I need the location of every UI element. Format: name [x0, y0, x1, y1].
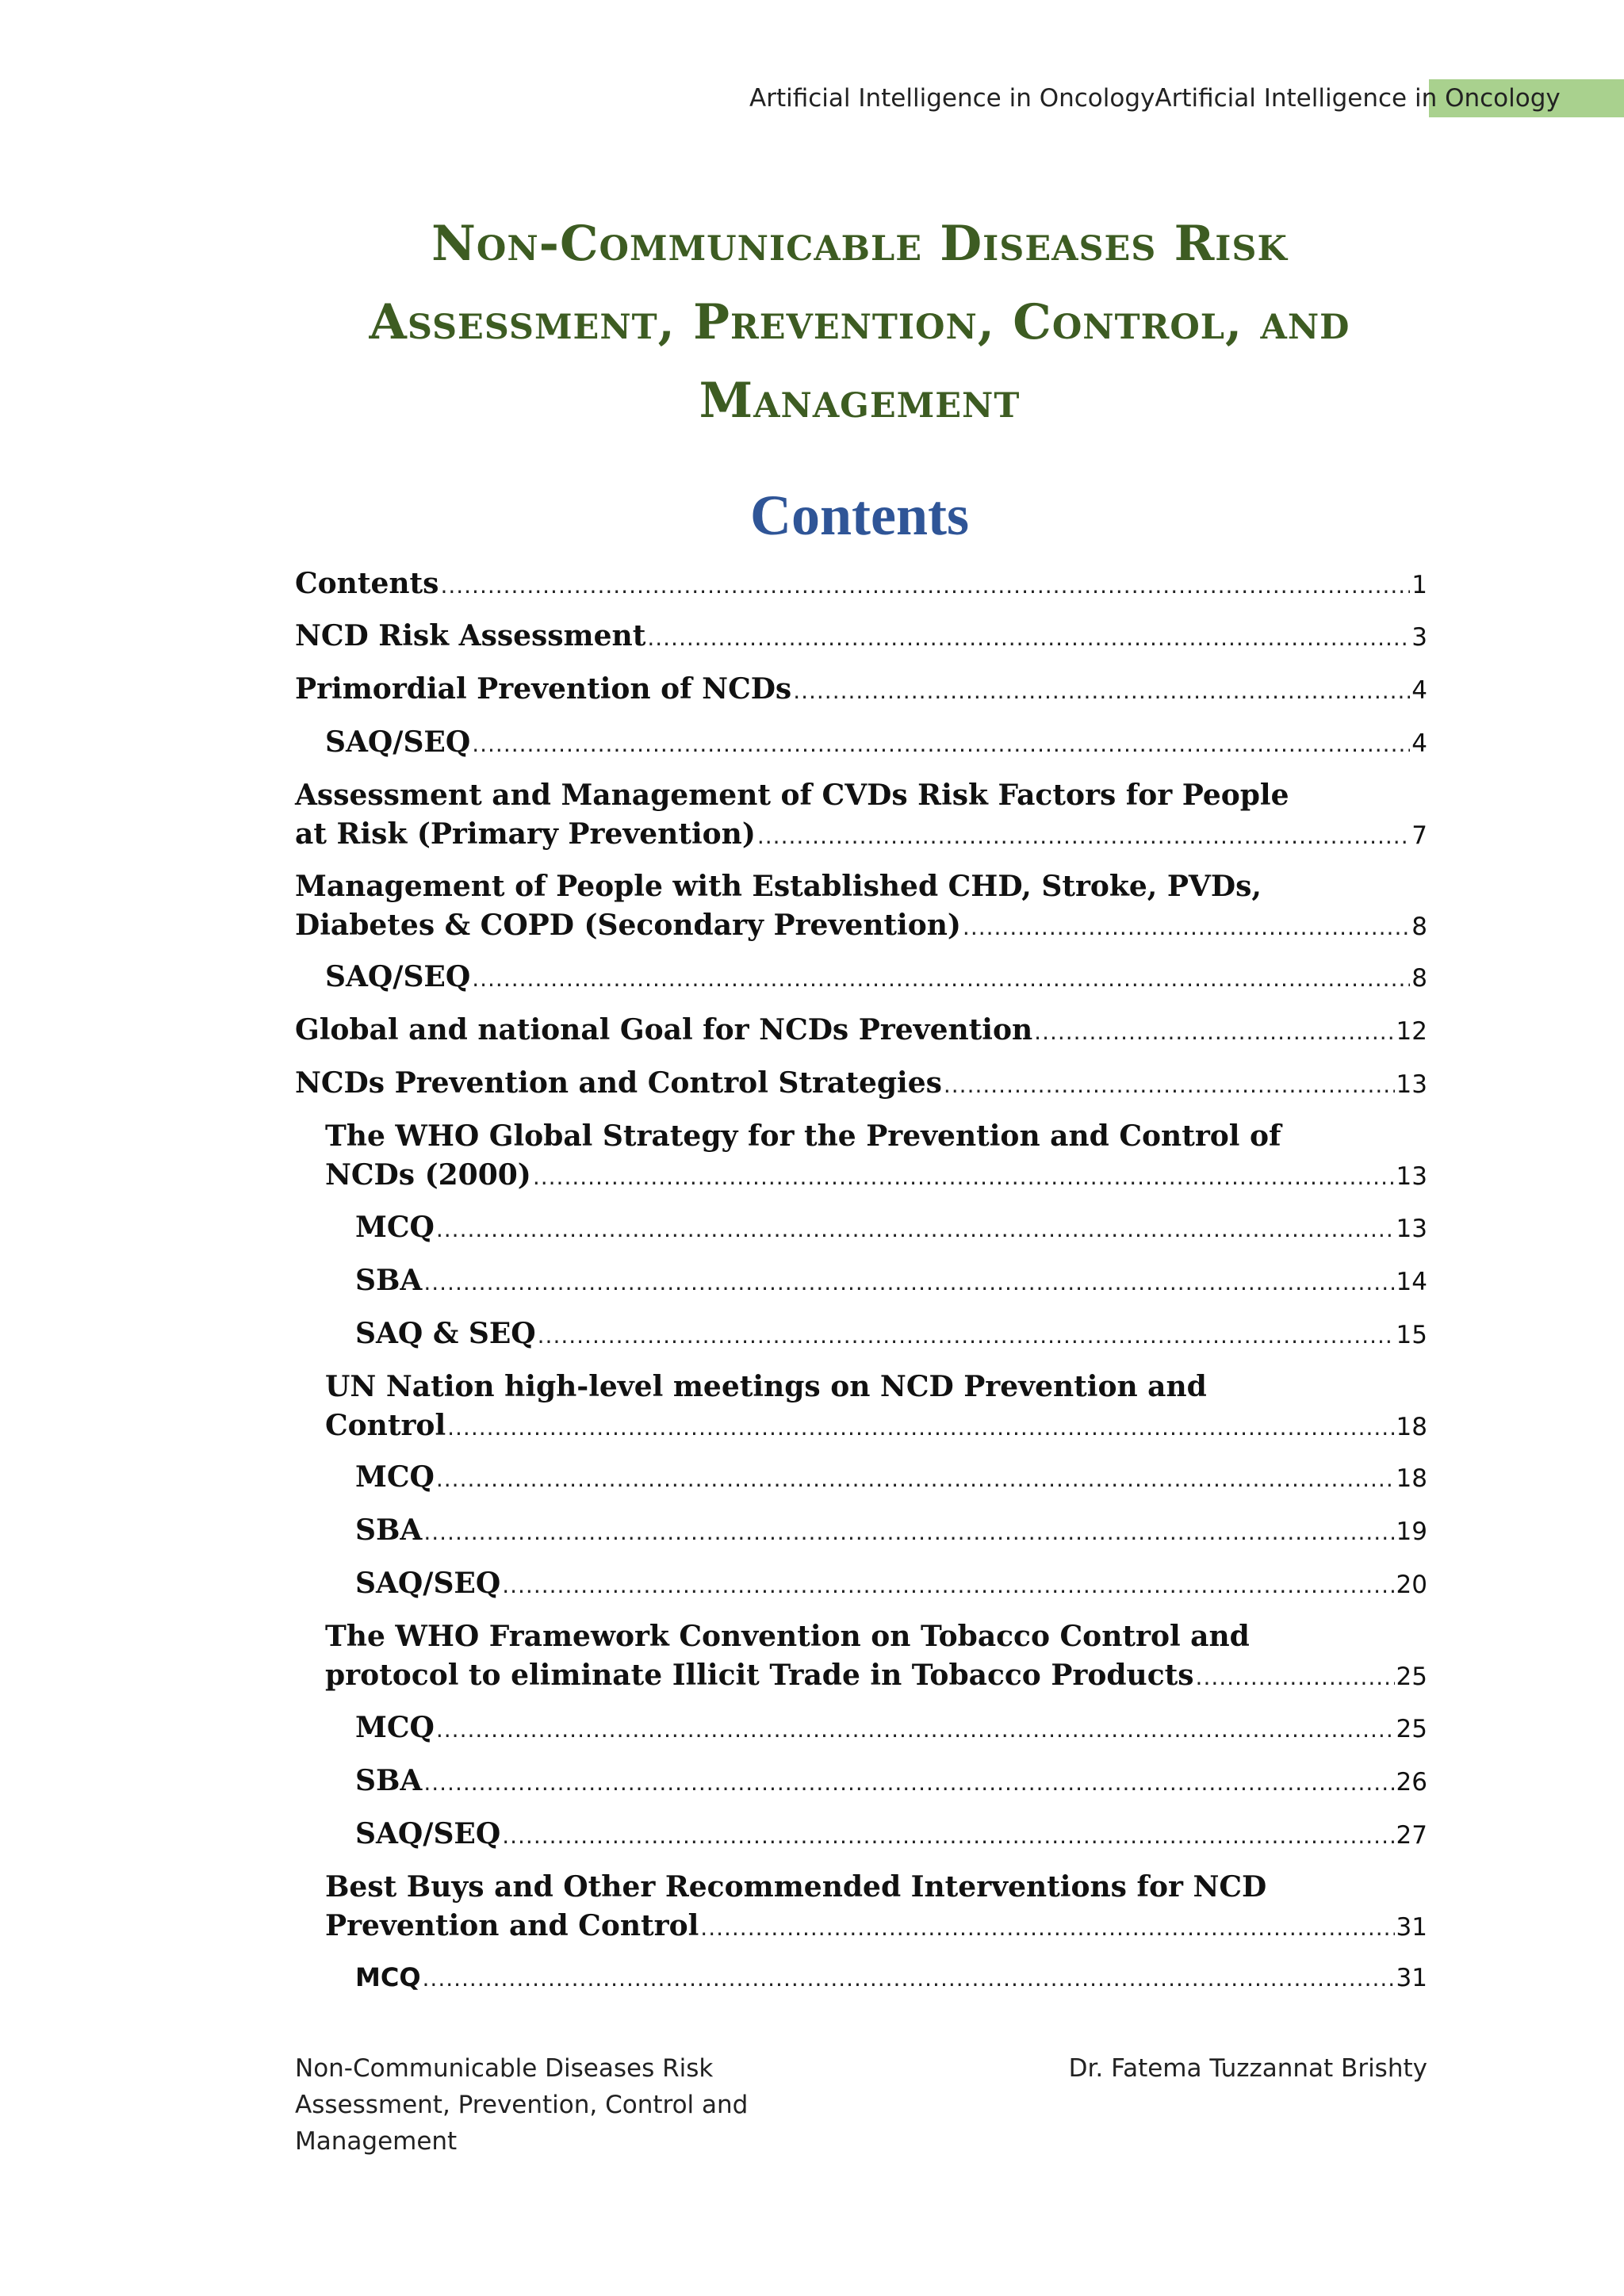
toc-entry-label-line: Assessment and Management of CVDs Risk Factors for People: [295, 779, 1289, 812]
toc-page-number: 8: [1411, 964, 1427, 993]
toc-entry-label: SAQ/SEQ: [355, 1817, 501, 1850]
toc-page-number: 4: [1411, 729, 1427, 758]
toc-entry-label: SAQ/SEQ: [325, 725, 471, 759]
toc-entry-label-line: The WHO Global Strategy for the Prevention and Control of: [325, 1119, 1281, 1153]
toc-page-number: 15: [1396, 1321, 1427, 1349]
toc-entry[interactable]: [325, 1368, 1427, 1447]
toc-dot-leader: [963, 908, 1410, 947]
toc-page-number: 19: [1396, 1517, 1427, 1546]
toc-entry-label: Control: [325, 1409, 446, 1442]
toc-entry[interactable]: [355, 1564, 1427, 1605]
footer-author: Dr. Fatema Tuzzannat Brishty: [1068, 2054, 1427, 2083]
toc-entry-label: MCQ: [355, 1460, 435, 1494]
toc-entry-label: SBA: [355, 1513, 423, 1547]
toc-dot-leader: [472, 725, 1410, 763]
toc-page-number: 26: [1396, 1768, 1427, 1797]
toc-page-number: 14: [1396, 1268, 1427, 1296]
toc-entry[interactable]: [325, 1868, 1427, 1947]
toc-page-number: 20: [1396, 1571, 1427, 1599]
toc-entry-label: at Risk (Primary Prevention): [295, 817, 756, 851]
toc-page-number: 7: [1411, 821, 1427, 850]
toc-dot-leader: [423, 1263, 1394, 1302]
toc-entry[interactable]: [355, 1314, 1427, 1355]
toc-entry-label: SAQ/SEQ: [325, 960, 471, 993]
toc-entry[interactable]: [295, 1064, 1427, 1104]
toc-entry-label: NCDs Prevention and Control Strategies: [295, 1066, 942, 1100]
toc-entry-label: Contents: [295, 567, 439, 600]
toc-entry-label: Global and national Goal for NCDs Prevention: [295, 1013, 1033, 1047]
toc-entry[interactable]: [355, 1762, 1427, 1802]
toc-dot-leader: [757, 817, 1410, 855]
contents-heading: Contents: [749, 484, 969, 547]
toc-page-number: 31: [1396, 1913, 1427, 1942]
toc-entry[interactable]: [355, 1261, 1427, 1302]
toc-dot-leader: [533, 1158, 1395, 1196]
toc-entry-label: SBA: [355, 1764, 423, 1797]
toc-entry[interactable]: [325, 958, 1427, 998]
toc-page-number: 18: [1396, 1464, 1427, 1493]
toc-entry[interactable]: [355, 1208, 1427, 1249]
toc-page-number: 13: [1396, 1070, 1427, 1099]
toc-entry[interactable]: [295, 867, 1427, 947]
toc-entry-label-line: UN Nation high-level meetings on NCD Prevention and: [325, 1370, 1207, 1403]
toc-entry[interactable]: [355, 1709, 1427, 1749]
toc-page-number: 3: [1411, 623, 1427, 652]
toc-dot-leader: [423, 1763, 1394, 1802]
toc-dot-leader: [1034, 1012, 1394, 1051]
toc-dot-leader: [423, 1959, 1395, 1998]
toc-entry[interactable]: [325, 723, 1427, 763]
toc-entry-label: MCQ: [355, 1211, 435, 1244]
toc-entry[interactable]: [295, 1011, 1427, 1051]
toc-entry[interactable]: [295, 617, 1427, 657]
toc-entry-label-line: Best Buys and Other Recommended Interventions for NCD: [325, 1870, 1267, 1904]
toc-entry[interactable]: [355, 1958, 1427, 1998]
toc-entry-label: Diabetes & COPD (Secondary Prevention): [295, 909, 961, 942]
toc-dot-leader: [447, 1408, 1394, 1447]
toc-page-number: 27: [1396, 1821, 1427, 1850]
toc-dot-leader: [538, 1316, 1395, 1355]
toc-page-number: 13: [1396, 1215, 1427, 1243]
toc-dot-leader: [436, 1460, 1395, 1498]
toc-page-number: 1: [1411, 571, 1427, 599]
footer-document-title: Non-Communicable Diseases Risk Assessment, Prevention, Control and Management: [295, 2054, 749, 2156]
toc-dot-leader: [436, 1710, 1395, 1749]
toc-dot-leader: [793, 672, 1410, 710]
toc-entry-label-line: Management of People with Established CHD, Stroke, PVDs,: [295, 870, 1262, 903]
toc-page-number: 18: [1396, 1413, 1427, 1441]
toc-entry-label: SAQ & SEQ: [355, 1317, 536, 1350]
toc-entry-label: SAQ/SEQ: [355, 1567, 501, 1600]
toc-page-number: 25: [1396, 1663, 1427, 1691]
toc-dot-leader: [700, 1908, 1394, 1947]
running-header: Artificial Intelligence in OncologyArtificial Intelligence in Oncology: [749, 84, 1561, 113]
toc-entry[interactable]: [295, 670, 1427, 710]
toc-dot-leader: [647, 618, 1410, 657]
toc-dot-leader: [502, 1816, 1394, 1855]
toc-page-number: 12: [1396, 1017, 1427, 1046]
toc-page-number: 13: [1396, 1162, 1427, 1191]
toc-entry-label: protocol to eliminate Illicit Trade in Tobacco Products: [325, 1659, 1194, 1692]
toc-page-number: 8: [1411, 913, 1427, 941]
toc-dot-leader: [423, 1513, 1394, 1552]
toc-page-number: 4: [1411, 676, 1427, 705]
toc-dot-leader: [440, 566, 1410, 605]
toc-entry-label: Primordial Prevention of NCDs: [295, 672, 792, 706]
toc-entry-label: NCD Risk Assessment: [295, 619, 646, 652]
toc-entry[interactable]: [355, 1458, 1427, 1498]
toc-entry[interactable]: [355, 1511, 1427, 1552]
toc-entry-label: Prevention and Control: [325, 1909, 699, 1942]
toc-page-number: 25: [1396, 1715, 1427, 1743]
toc-entry-label-line: The WHO Framework Convention on Tobacco Control and: [325, 1620, 1250, 1653]
toc-entry[interactable]: [355, 1815, 1427, 1855]
toc-dot-leader: [1196, 1658, 1395, 1697]
toc-entry[interactable]: [325, 1117, 1427, 1196]
toc-entry-label: MCQ: [355, 1711, 435, 1744]
toc-page-number: 31: [1396, 1964, 1427, 1992]
toc-entry[interactable]: [325, 1617, 1427, 1697]
toc-entry-label: MCQ: [355, 1962, 421, 1992]
toc-dot-leader: [436, 1210, 1395, 1249]
toc-dot-leader: [472, 959, 1410, 998]
toc-dot-leader: [502, 1566, 1394, 1605]
document-title: Non-Communicable Diseases Risk Assessment, Prevention, Control, and Management: [369, 216, 1350, 429]
toc-dot-leader: [944, 1066, 1395, 1104]
toc-entry-label: SBA: [355, 1264, 423, 1297]
toc-entry[interactable]: [295, 564, 1427, 605]
toc-entry-label: NCDs (2000): [325, 1158, 531, 1192]
toc-entry[interactable]: [295, 776, 1427, 855]
